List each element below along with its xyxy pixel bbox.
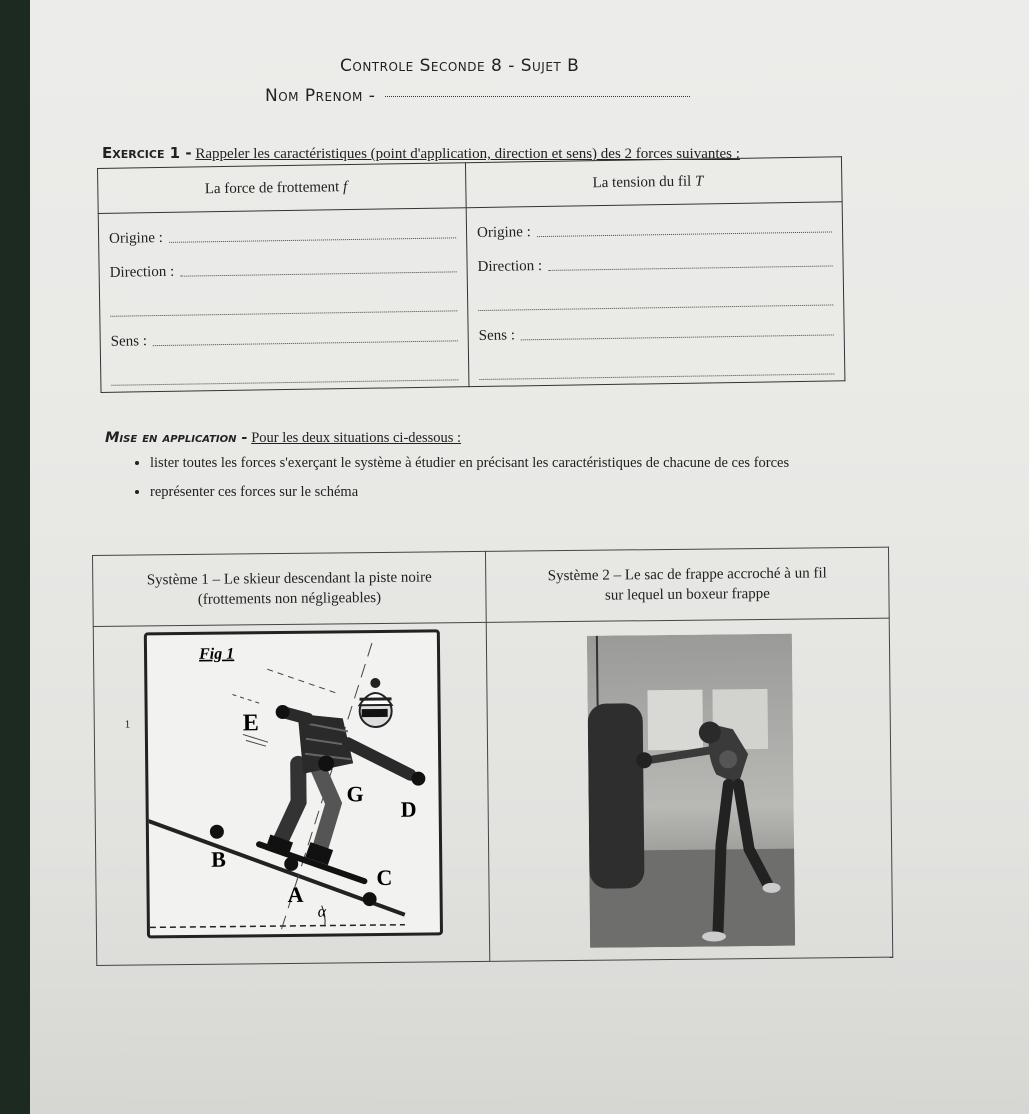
sens-label: Sens : bbox=[478, 327, 516, 345]
system2-cell bbox=[486, 618, 893, 961]
application-label: Mise en application - bbox=[105, 430, 248, 446]
name-field-line[interactable] bbox=[385, 96, 690, 97]
label-alpha: α bbox=[317, 903, 327, 921]
system1-cell bbox=[93, 622, 490, 965]
margin-mark: 1 bbox=[124, 718, 131, 731]
col-friction-label: La force de frottement bbox=[204, 178, 340, 197]
skier-leg-left bbox=[278, 764, 299, 844]
punching-bag bbox=[588, 703, 645, 889]
label-B: B bbox=[211, 846, 227, 872]
tension-sens-row[interactable] bbox=[478, 305, 833, 345]
system2-subtitle: sur lequel un boxeur frappe bbox=[604, 585, 770, 604]
tension-extra-line-2[interactable] bbox=[479, 339, 835, 380]
system2-title: Système 2 – Le sac de frappe accroché à un fil bbox=[547, 565, 827, 585]
dashed-guide bbox=[232, 694, 262, 704]
exercise1-label: Exercice 1 - bbox=[102, 144, 192, 162]
friction-cell bbox=[98, 208, 469, 393]
figure-title: Fig 1 bbox=[198, 645, 235, 663]
instruction-list bbox=[105, 453, 895, 503]
sens-label: Sens : bbox=[110, 333, 148, 350]
boxer-photo-image bbox=[587, 634, 795, 948]
col-tension-label: La tension du fil bbox=[592, 173, 692, 191]
point-B bbox=[210, 825, 224, 839]
page-title: Controle Seconde 8 - Sujet B bbox=[340, 56, 580, 76]
tension-direction-row[interactable] bbox=[477, 236, 832, 276]
direction-label: Direction : bbox=[109, 263, 175, 281]
skier-leg-right bbox=[316, 763, 334, 851]
forces-table bbox=[97, 156, 845, 393]
label-C: C bbox=[376, 864, 393, 891]
tension-extra-line[interactable] bbox=[478, 270, 834, 311]
tension-symbol: T⃗ bbox=[694, 172, 716, 190]
friction-symbol: f⃗ bbox=[342, 178, 359, 195]
dashed-guide bbox=[267, 668, 337, 694]
friction-sens-row[interactable] bbox=[110, 311, 457, 350]
tension-origin-row[interactable] bbox=[477, 202, 832, 242]
friction-direction-row[interactable] bbox=[109, 242, 456, 281]
application-intro: Pour les deux situations ci-dessous : bbox=[251, 430, 462, 446]
horizontal-reference-line bbox=[150, 925, 405, 928]
name-label: Nom Prenom - bbox=[265, 86, 376, 106]
instruction-item: • lister toutes les forces s'exerçant le système à étudier en précisant les caractéristiques de chacune de ces forces bbox=[150, 453, 895, 474]
exercise1-text: Rappeler les caractéristiques (point d'application, direction et sens) des 2 forces suivantes : bbox=[195, 146, 740, 162]
origin-label: Origine : bbox=[476, 224, 531, 242]
skier-arm-right bbox=[348, 743, 410, 776]
skier-diagram bbox=[147, 632, 440, 935]
col-tension-header bbox=[465, 157, 842, 208]
skier-figure bbox=[144, 629, 443, 938]
origin-label: Origine : bbox=[108, 229, 163, 247]
system2-header bbox=[485, 547, 889, 622]
instruction-item: • représenter ces forces sur le schéma bbox=[150, 482, 895, 503]
system1-header bbox=[93, 551, 487, 626]
label-D: D bbox=[400, 796, 417, 822]
label-G: G bbox=[346, 781, 364, 807]
system1-title: Système 1 – Le skieur descendant la piste noire bbox=[146, 569, 432, 589]
boxer-photo bbox=[587, 634, 795, 948]
system1-subtitle: (frottements non négligeables) bbox=[197, 589, 382, 608]
friction-origin-row[interactable] bbox=[109, 208, 456, 247]
tension-cell bbox=[466, 202, 845, 387]
direction-label: Direction : bbox=[477, 258, 543, 276]
col-friction-header bbox=[98, 163, 467, 214]
hat-pompom bbox=[370, 678, 380, 688]
label-A: A bbox=[287, 881, 304, 907]
application-section bbox=[105, 430, 895, 511]
systems-table bbox=[92, 547, 893, 966]
window bbox=[647, 690, 703, 751]
friction-extra-line[interactable] bbox=[110, 276, 458, 316]
label-E: E bbox=[242, 710, 259, 737]
friction-extra-line-2[interactable] bbox=[111, 345, 459, 385]
skier-goggles bbox=[362, 709, 388, 717]
